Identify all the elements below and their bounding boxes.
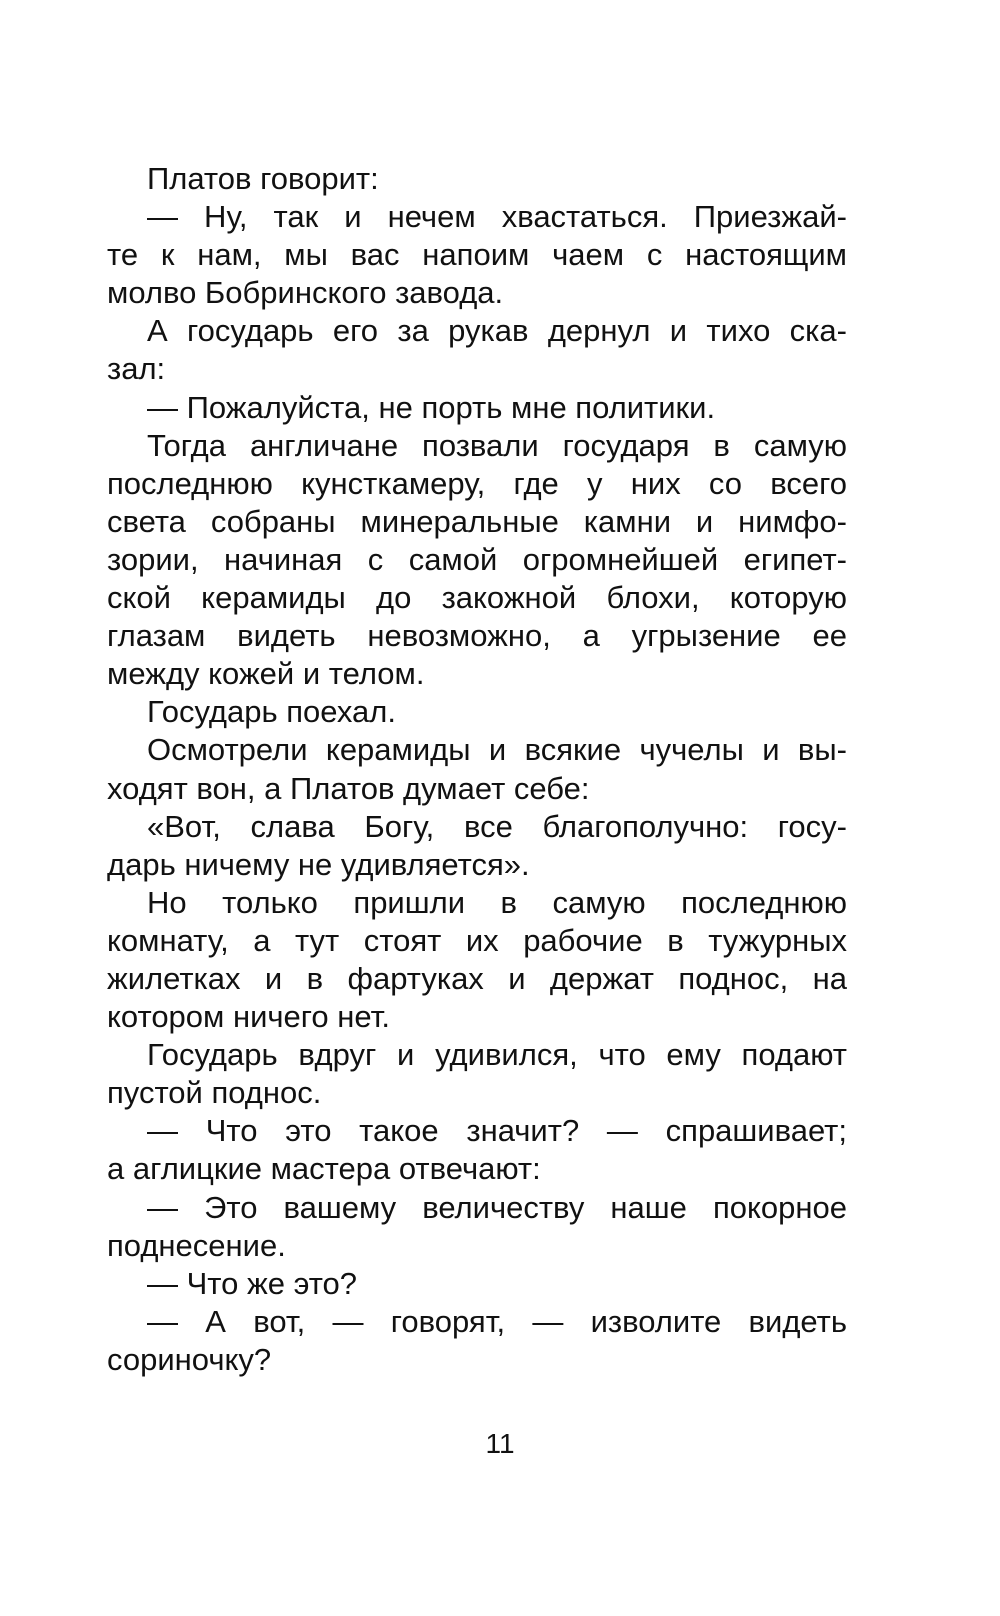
text-line: комнату, а тут стоят их рабочие в тужурных xyxy=(107,922,847,958)
text-line: Государь вдруг и удивился, что ему подают xyxy=(147,1037,847,1073)
text-line: «Вот, слава Богу, все благополучно: госу- xyxy=(147,808,847,844)
text-line: зал: xyxy=(107,351,166,387)
text-line: ской керамиды до закожной блохи, которую xyxy=(107,580,847,616)
text-line: — Что же это? xyxy=(147,1265,358,1301)
text-line: Осмотрели керамиды и всякие чучелы и вы- xyxy=(147,732,847,768)
text-line: А государь его за рукав дернул и тихо ска- xyxy=(147,313,847,349)
text-line: — Что это такое значит? — спрашивает; xyxy=(147,1113,847,1149)
text-line: последнюю кунсткамеру, где у них со всего xyxy=(107,465,847,501)
page-number: 11 xyxy=(485,1428,515,1459)
text-line: пустой поднос. xyxy=(107,1075,322,1111)
body-text xyxy=(107,160,847,1379)
text-line: — А вот, — говорят, — изволите видеть xyxy=(147,1303,847,1339)
text-line: Тогда англичане позвали государя в самую xyxy=(147,427,847,463)
text-line: молво Бобринского завода. xyxy=(107,275,504,311)
text-line: Но только пришли в самую последнюю xyxy=(147,884,847,920)
text-line: жилетках и в фартуках и держат поднос, на xyxy=(107,960,847,996)
text-line: дарь ничему не удивляется». xyxy=(107,846,530,882)
text-line: — Пожалуйста, не порть мне политики. xyxy=(147,389,716,425)
text-line: глазам видеть невозможно, а угрызение ее xyxy=(107,618,847,654)
text-line: между кожей и телом. xyxy=(107,656,425,692)
text-line: сориночку? xyxy=(107,1341,272,1377)
text-line: а аглицкие мастера отвечают: xyxy=(107,1151,541,1187)
text-line: ходят вон, а Платов думает себе: xyxy=(107,770,590,806)
text-line: зории, начиная с самой огромнейшей египет- xyxy=(107,541,847,577)
text-line: — Это вашему величеству наше покорное xyxy=(147,1189,847,1225)
text-line: Платов говорит: xyxy=(147,161,379,196)
text-line: Государь поехал. xyxy=(147,694,396,730)
text-line: поднесение. xyxy=(107,1227,286,1263)
text-line: света собраны минеральные камни и нимфо- xyxy=(107,503,847,539)
text-line: те к нам, мы вас напоим чаем с настоящим xyxy=(107,237,847,273)
text-line: котором ничего нет. xyxy=(107,999,390,1035)
text-line: — Ну, так и нечем хвастаться. Приезжай- xyxy=(147,199,847,235)
